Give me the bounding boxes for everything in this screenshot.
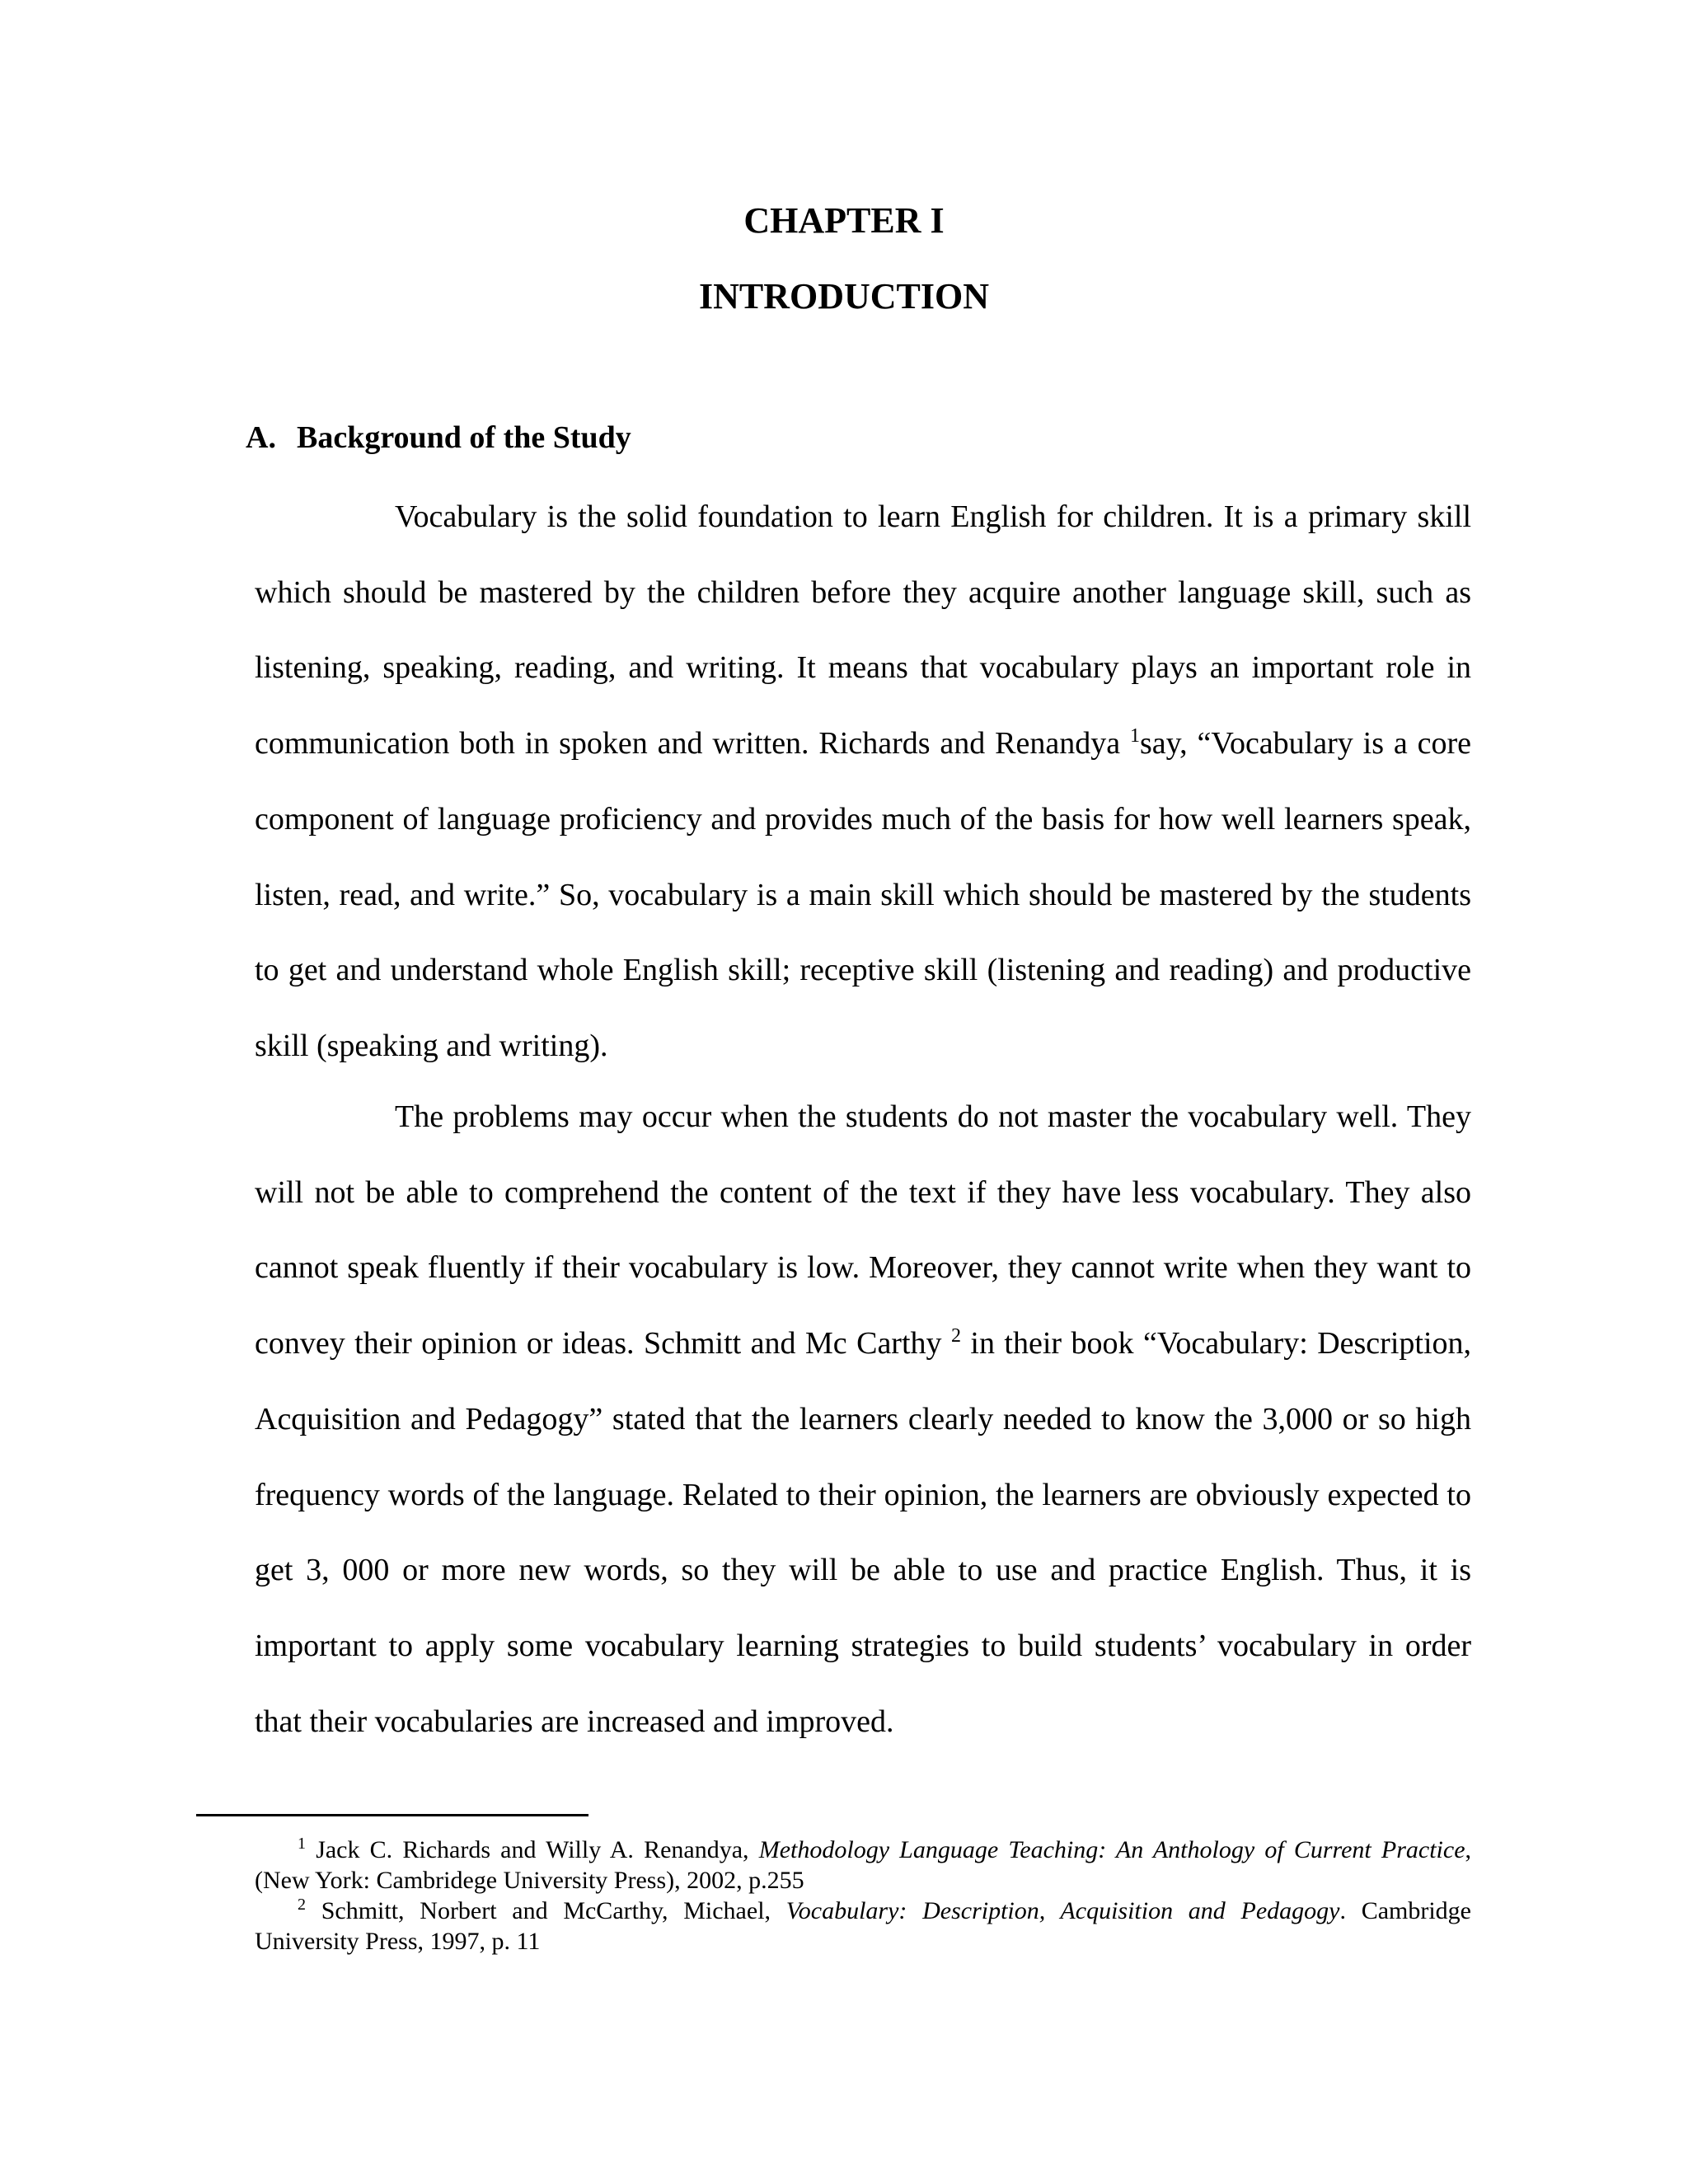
footnote-separator [196, 1814, 588, 1816]
section-heading [246, 422, 631, 453]
footnote-source-title: Vocabulary: Description, Acquisition and Pedagogy [785, 1897, 1340, 1924]
footnote-text: . Cambridge University Press, 1997, p. 11 [255, 1897, 1472, 1955]
footnote-number: 1 [298, 1835, 306, 1853]
footnote-text: Jack C. Richards and Willy A. Renandya, [316, 1836, 759, 1863]
footnote [255, 1896, 1471, 1957]
section-title: Background of the Study [297, 420, 631, 455]
paragraph-text: say, “Vocabulary is a core component of language proficiency and provides much of the basis for how well learners speak, listen, read, and write.” So, vocabulary is a main skill which should be mastered by the students to get and understand whole English skill; receptive skill (listening and reading) and productive skill (speaking and writing). [255, 726, 1471, 1063]
footnote-number: 2 [298, 1896, 306, 1914]
chapter-label: CHAPTER I [743, 200, 945, 241]
body-paragraph [255, 1080, 1471, 1760]
footnote-text: , (New York: Cambridege University Press), 2002, p.255 [255, 1836, 1472, 1894]
footnotes [255, 1835, 1471, 1957]
section-letter: A. [246, 420, 276, 455]
footnote-source-title: Methodology Language Teaching: An Anthology of Current Practice [758, 1836, 1465, 1863]
footnote [255, 1835, 1471, 1896]
paragraph-text: The problems may occur when the students do not master the vocabulary well. They will not be able to comprehend the content of the text if they have less vocabulary. They also cannot speak fluently if their vocabulary is low. Moreover, they cannot write when they want to convey their opinion or ideas. Schmitt and Mc Carthy [255, 1099, 1471, 1361]
footnote-text: Schmitt, Norbert and McCarthy, Michael, [321, 1897, 786, 1924]
chapter-title: INTRODUCTION [698, 276, 990, 316]
paragraph-text: Vocabulary is the solid foundation to learn English for children. It is a primary skill which should be mastered by the children before they acquire another language skill, such as listening, speaking, reading, and writing. It means that vocabulary plays an important role in communication both in spoken and written. Richards and Renandya [255, 499, 1471, 762]
paragraph-text: in their book “Vocabulary: Description, Acquisition and Pedagogy” stated that the learners clearly needed to know the 3,000 or so high frequency words of the language. Related to their opinion, the learners are obviously expected to get 3, 000 or more new words, so they will be able to use and practice English. Thus, it is important to apply some vocabulary learning strategies to build students’ vocabulary in order that their vocabularies are increased and improved. [255, 1326, 1471, 1739]
footnote-reference: 2 [950, 1325, 961, 1347]
footnote-reference: 1 [1129, 725, 1140, 748]
body-paragraph [255, 480, 1471, 1085]
